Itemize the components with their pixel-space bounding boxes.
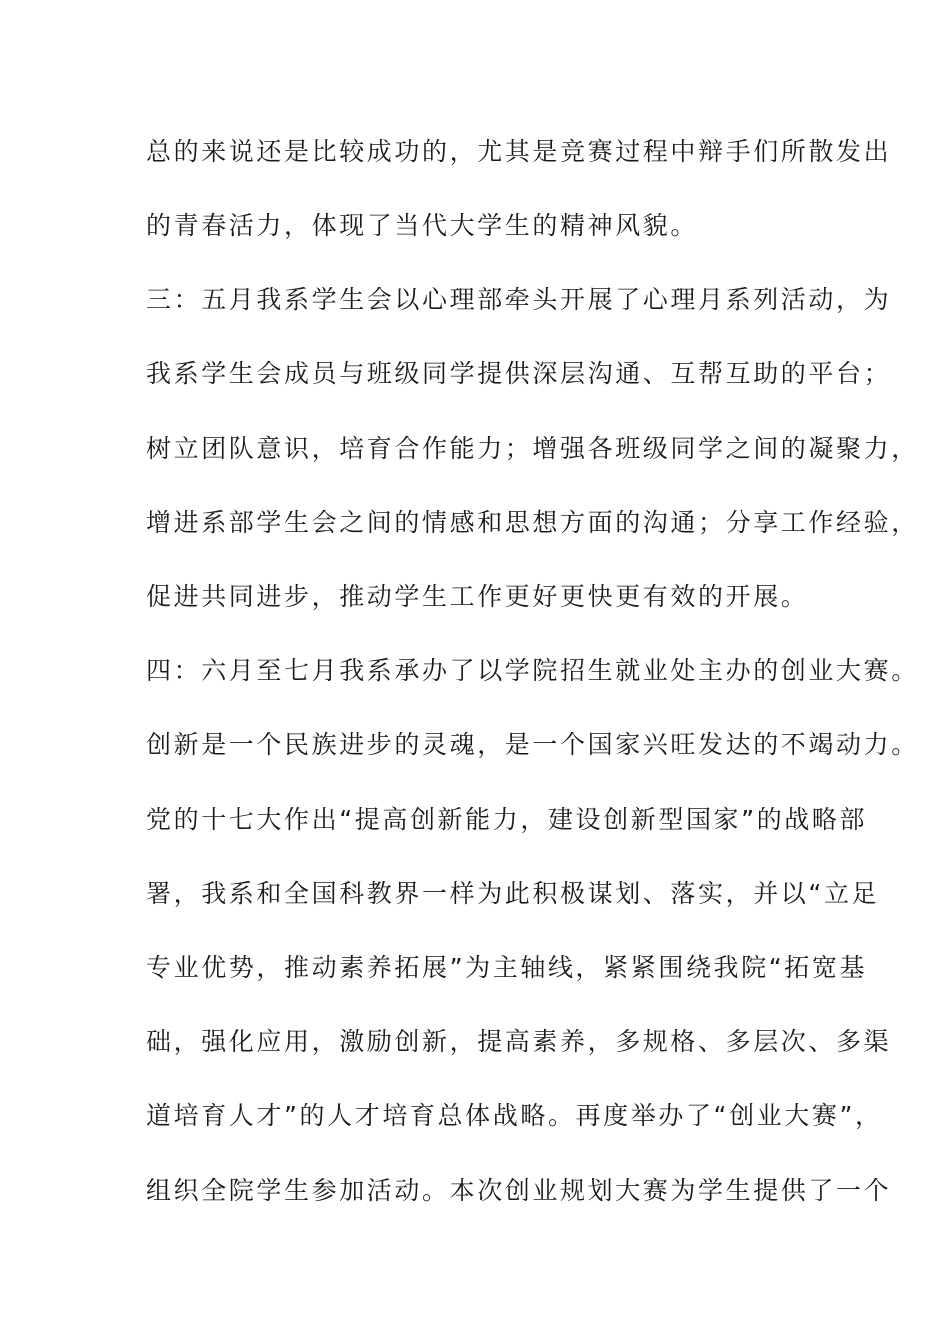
text-line: 四：六月至七月我系承办了以学院招生就业处主办的创业大赛。: [146, 656, 919, 685]
text-line: 专业优势，推动素养拓展”为主轴线，紧紧围绕我院“拓宽基: [146, 953, 868, 982]
text-line: 总的来说还是比较成功的，尤其是竞赛过程中辩手们所散发出: [146, 137, 892, 166]
text-line: 三：五月我系学生会以心理部牵头开展了心理月系列活动，为: [146, 285, 892, 314]
text-line: 促进共同进步，推动学生工作更好更快更有效的开展。: [146, 582, 809, 611]
text-line: 道培育人才”的人才培育总体战略。再度举办了“创业大赛”，: [146, 1101, 883, 1130]
text-line: 础，强化应用，激励创新，提高素养，多规格、多层次、多渠: [146, 1027, 892, 1056]
text-line: 增进系部学生会之间的情感和思想方面的沟通；分享工作经验，: [146, 508, 919, 537]
text-line: 署，我系和全国科教界一样为此积极谋划、落实，并以“立足: [146, 879, 880, 908]
text-line: 的青春活力，体现了当代大学生的精神风貌。: [146, 211, 699, 240]
text-line: 党的十七大作出“提高创新能力，建设创新型国家”的战略部: [146, 805, 868, 834]
text-line: 我系学生会成员与班级同学提供深层沟通、互帮互助的平台；: [146, 359, 892, 388]
text-line: 创新是一个民族进步的灵魂，是一个国家兴旺发达的不竭动力。: [146, 730, 919, 759]
text-line: 树立团队意识，培育合作能力；增强各班级同学之间的凝聚力，: [146, 434, 919, 463]
text-line: 组织全院学生参加活动。本次创业规划大赛为学生提供了一个: [146, 1176, 892, 1205]
